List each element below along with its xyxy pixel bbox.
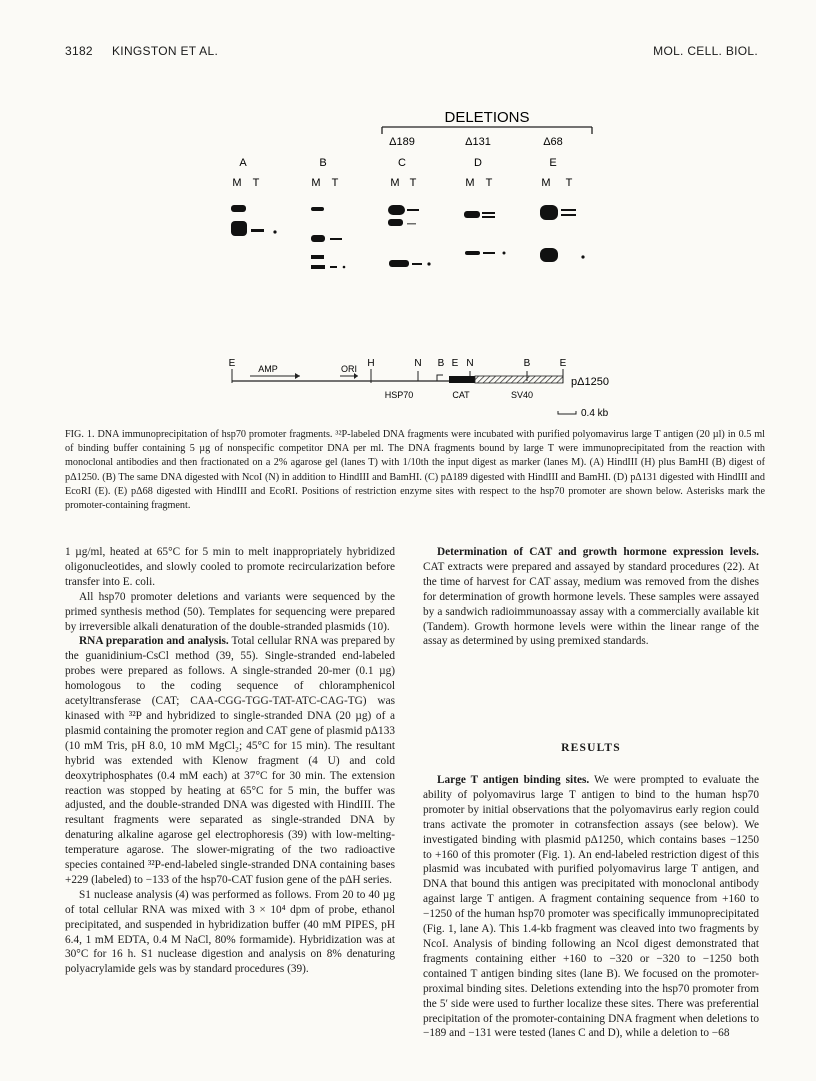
cat-section-heading: Determination of CAT and growth hormone expression levels. (437, 546, 759, 558)
lane-d-t: T (485, 177, 493, 189)
lane-b-t: T (331, 177, 339, 189)
journal-name: MOL. CELL. BIOL. (653, 44, 758, 58)
asterisk-dot (581, 255, 584, 258)
gel-band (464, 211, 480, 218)
cat-gene-block (449, 376, 475, 383)
lane-e-label: E (549, 157, 557, 169)
map-site-e2: E (451, 358, 459, 369)
scale-label: 0.4 kb (581, 408, 609, 419)
gel-band (388, 205, 405, 215)
gel-band (540, 205, 558, 220)
left-paragraph-2: All hsp70 promoter deletions and variants were sequenced by the primed synthesis method (50). Templates for sequencing were prepared by irreversible alkali denaturation of the double-stranded plasmids (10). (65, 590, 395, 633)
cat-section-text: CAT extracts were prepared and assayed by standard procedures (22). At the time of harvest for CAT assay, medium was removed from the dishes for determination of growth hormone levels. These samples were assayed by a sandwich radioimmunoassay assay with a commercially available kit (Tandem). Growth hormone levels were within the linear range of the assay as determined by using premixed standards. (423, 560, 759, 648)
figure-1 (0, 0, 816, 430)
lane-a-label: A (239, 157, 247, 169)
large-t-heading: Large T antigen binding sites. (437, 774, 590, 786)
lane-b-m: M (311, 177, 321, 189)
right-paragraph-2 (423, 773, 759, 1041)
gel-band (311, 265, 325, 269)
deletion-d131: Δ131 (465, 136, 491, 148)
gel-band (561, 214, 576, 216)
lane-a-m: M (232, 177, 242, 189)
gel-band (311, 235, 325, 242)
map-site-b1: B (437, 358, 445, 369)
results-heading: RESULTS (561, 742, 621, 754)
map-site-b2: B (523, 358, 531, 369)
gel-band (231, 221, 247, 236)
lane-b-label: B (319, 157, 327, 169)
hsp70-label: HSP70 (384, 390, 414, 400)
gel-band (231, 205, 246, 212)
gel-band (311, 207, 324, 211)
gel-band (389, 260, 409, 267)
cat-label: CAT (452, 390, 470, 400)
gel-band (388, 219, 403, 226)
gel-band (407, 223, 416, 225)
gel-band (330, 266, 337, 268)
right-column-bottom (423, 773, 759, 1041)
left-paragraph-1: 1 µg/ml, heated at 65°C for 5 min to melt inappropriately hybridized oligonucleotides, and slowly cooled to promote recircularization before transfer into E. coli. (65, 546, 395, 588)
asterisk-dot (427, 262, 430, 265)
asterisk-dot (503, 252, 506, 255)
rna-section-heading: RNA preparation and analysis. (79, 635, 229, 648)
plasmid-map (229, 358, 609, 419)
right-paragraph-1 (423, 545, 759, 649)
lane-c-label: C (398, 157, 406, 169)
left-column (65, 545, 395, 977)
gel-band (482, 212, 495, 214)
gel-band (330, 238, 342, 240)
deletion-d189: Δ189 (389, 136, 415, 148)
sv40-block (475, 376, 563, 383)
running-authors: KINGSTON ET AL. (112, 44, 219, 58)
gel-band (407, 209, 419, 211)
lane-d-label: D (474, 157, 482, 169)
right-column-top (423, 545, 759, 649)
map-site-e3: E (559, 358, 567, 369)
lane-c-m: M (390, 177, 400, 189)
map-site-e1: E (228, 358, 236, 369)
sv40-label: SV40 (510, 390, 534, 400)
lane-e-m: M (541, 177, 551, 189)
map-site-n2: N (466, 358, 474, 369)
page-number: 3182 (65, 44, 93, 58)
large-t-text: We were prompted to evaluate the ability of polyomavirus large T antigen to bind to the human hsp70 promoter by initial observations that the polyomavirus early region could trans activate the promoter in cotransfection assays (see below). We investigated binding with plasmid pΔ1250, which contains bases −1250 to +160 of this promoter (Fig. 1). An end-labeled restriction digest of this plasmid was incubated with purified polyomavirus large T antigen, and DNA that bound this antigen was precipitated with monoclonal antibody against large T antigen. A fragment containing sequence from +160 to −1250 of the human hsp70 promoter was specifically immunoprecipitated (Fig. 1, lane A). This 1.4-kb fragment was cleaved into two fragments by NcoI. Analysis of binding following an NcoI digest demonstrated that fragments containing either +160 to −320 or −320 to −1250 both contained T antigen binding sites (lane B). We focused on the promoter-proximal binding sites. Deletions extending into the hsp70 promoter from the 5′ side were used to further localize these sites. There was preferential precipitation of the promoter-containing DNA fragment when deletions to −189 and −131 were tested (lanes C and D), while a deletion to −68 (423, 774, 759, 1040)
gel-band (483, 252, 495, 254)
lane-d-m: M (465, 177, 475, 189)
gel-band (561, 209, 576, 211)
lane-a-t: T (252, 177, 260, 189)
gel-band (465, 251, 480, 255)
gel-band (251, 229, 264, 232)
scale-bar (558, 411, 576, 414)
gel-band (482, 216, 495, 218)
ori-label: ORI (340, 364, 358, 374)
rna-section-text: Total cellular RNA was prepared by the guanidinium-CsCl method (39, 55). Single-stranded end-labeled probes were prepared as follows. A single-stranded 20-mer (0.1 µg) homologous to the coding sequence of chloramphenicol acetyltransferase (CAT; CAA-CGG-TGG-TAT-ATC-CAG-TG) was kinased with ³²P and hybridized to single-stranded DNA (20 µg) of a plasmid containing the promoter region and CAT gene of plasmid pΔ133 (10 mM Tris, pH 8.0, 10 mM MgCl₂; 45°C for 15 min). The resultant hybrid was extended with Klenow fragment (4 U) and cold deoxytriphosphates (0.4 mM each) at 37°C for 30 min. The extension reaction was stopped by heating at 65°C for 5 min, the buffer was adjusted, and the double-stranded DNA was digested with HindIII. The resultant fragments were separated as single-stranded DNA by denaturing alkaline agarose gel electrophoresis (39) with low-melting-temperature agarose. The slower-migrating of the two radioactive species contained ³²P-end-labeled single-stranded DNA containing bases +229 (labeled) to −133 of the hsp70-CAT fusion gene of the pΔH series. (65, 635, 395, 886)
map-site-n1: N (414, 358, 422, 369)
figure-caption: FIG. 1. DNA immunoprecipitation of hsp70 promoter fragments. ³²P-labeled DNA fragments were incubated with purified polyomavirus large T antigen (20 µl) in 0.5 ml of binding buffer containing 5 µg of nonspecific competitor DNA per ml. The DNA fragments bound by large T were immunoprecipitated from the reaction with monoclonal antibodies and then fractionated on a 2% agarose gel (lanes T) with 1/10th the input digest as marker (lanes M). (A) HindIII (H) plus BamHI (B) digest of pΔ1250. (B) The same DNA digested with NcoI (N) in addition to HindIII and BamHI. (C) pΔ189 digested with HindIII and BamHI. (D) pΔ131 digested with HindIII and EcoRI (E). (E) pΔ68 digested with HindIII and EcoRI. Positions of restriction enzyme sites with respect to the hsp70 promoter are shown below. Asterisks mark the promoter-containing fragment. (65, 429, 765, 512)
left-paragraph-3 (65, 634, 395, 887)
lane-c-t: T (409, 177, 417, 189)
asterisk-dot (343, 266, 346, 269)
deletion-d68: Δ68 (543, 136, 563, 148)
gel-band (540, 248, 558, 262)
deletions-label: DELETIONS (444, 109, 530, 126)
left-paragraph-4: S1 nuclease analysis (4) was performed as follows. From 20 to 40 µg of total cellular RNA was mixed with 3 × 10⁴ dpm of probe, ethanol precipitated, and suspended in hybridization buffer (40 mM PIPES, pH 6.4, 1 mM EDTA, 0.4 M NaCl, 80% formamide). Hybridization was at 30°C for 16 h. S1 nuclease digestion and analysis on 8% denaturing polyacrylamide gels was by standard procedures (39). (65, 888, 395, 976)
map-site-h: H (367, 358, 375, 369)
amp-label: AMP (258, 364, 278, 374)
plasmid-name: pΔ1250 (571, 376, 609, 388)
gel-band (412, 263, 422, 265)
gel-band (311, 255, 324, 259)
asterisk-dot (273, 230, 276, 233)
lane-e-t: T (565, 177, 573, 189)
